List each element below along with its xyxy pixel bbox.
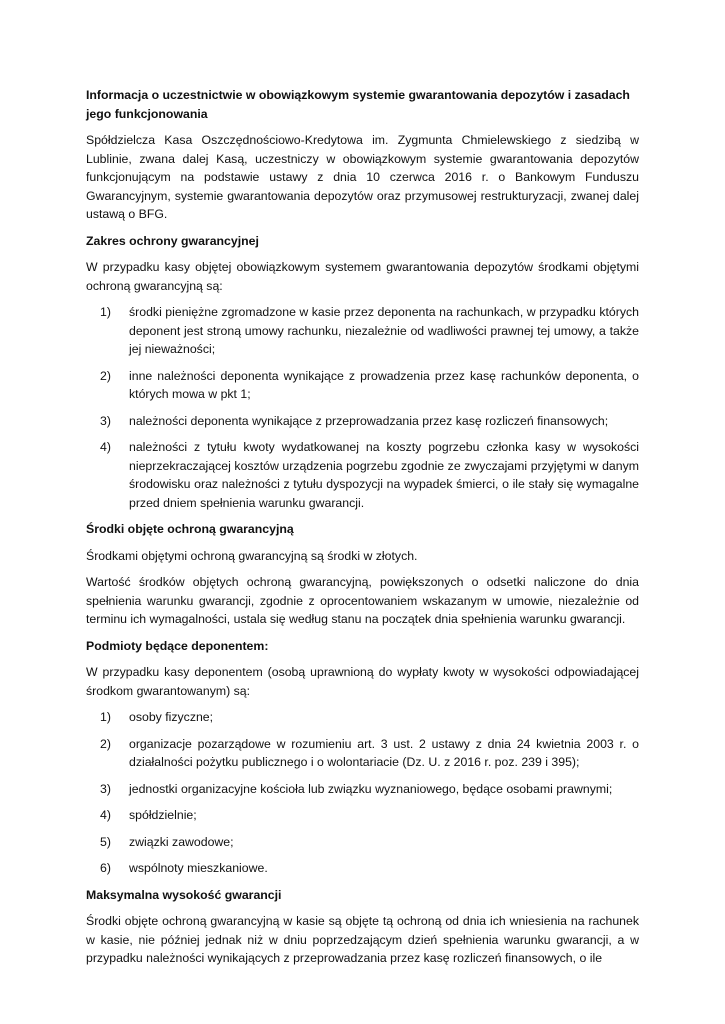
list-item	[86, 780, 639, 799]
list-item	[86, 735, 639, 772]
list-item-number: 5)	[100, 834, 111, 849]
list-item-number: 1)	[100, 305, 111, 319]
podmioty-lead: W przypadku kasy deponentem (osobą uprawnioną do wypłaty kwoty w wysokości odpowiadającej środkom gwarantowanym) są:	[86, 665, 639, 698]
list-item-number: 3)	[100, 413, 111, 428]
list-item	[86, 438, 639, 512]
document-title: Informacja o uczestnictwie w obowiązkowym systemie gwarantowania depozytów i zasadach jego funkcjonowania	[86, 88, 630, 121]
list-item-text: jednostki organizacyjne kościoła lub związku wyznaniowego, będące osobami prawnymi;	[129, 781, 613, 796]
srodki-paragraph-2: Wartość środków objętych ochroną gwarancyjną, powiększonych o odsetki naliczone do dnia spełnienia warunku gwarancji, zgodnie z oprocentowaniem wskazanym w umowie, niezależnie od terminu ich wymagalności, ustala się według stanu na początek dnia spełnienia warunku gwarancji.	[86, 575, 639, 626]
list-item-text: inne należności deponenta wynikające z prowadzenia przez kasę rachunków deponenta, o których mowa w pkt 1;	[129, 368, 639, 401]
list-item-number: 2)	[100, 368, 111, 383]
list-item-number: 4)	[100, 440, 111, 454]
list-item-text: należności z tytułu kwoty wydatkowanej na koszty pogrzebu członka kasy w wysokości nieprzekraczającej kosztów urządzenia pogrzebu zgodnie ze zwyczajami przyjętymi w danym środowisku oraz należności z tytułu dyspozycji na wypadek śmierci, o ile stały się wymagalne przed dniem spełnienia warunku gwarancji.	[129, 440, 639, 510]
list-item-text: należności deponenta wynikające z przeprowadzania przez kasę rozliczeń finansowych;	[129, 413, 609, 428]
section-heading-podmioty: Podmioty będące deponentem:	[86, 638, 269, 653]
intro-paragraph: Spółdzielcza Kasa Oszczędnościowo-Kredytowa im. Zygmunta Chmielewskiego z siedzibą w Lublinie, zwana dalej Kasą, uczestniczy w obowiązkowym systemie gwarantowania depozytów funkcjonującym na podstawie ustawy z dnia 10 czerwca 2016 r. o Bankowym Funduszu Gwarancyjnym, systemie gwarantowania depozytów oraz przymusowej restrukturyzacji, zwanej dalej ustawą o BFG.	[86, 133, 639, 221]
list-item	[86, 367, 639, 404]
section-heading-maks: Maksymalna wysokość gwarancji	[86, 887, 282, 902]
list-item-text: wspólnoty mieszkaniowe.	[129, 861, 268, 875]
list-item	[86, 412, 639, 431]
list-item-text: organizacje pozarządowe w rozumieniu art. 3 ust. 2 ustawy z dnia 24 kwietnia 2003 r. o działalności pożytku publicznego i o wolontariacie (Dz. U. z 2016 r. poz. 239 i 395);	[129, 736, 639, 769]
list-item-number: 1)	[100, 710, 111, 724]
list-item-number: 3)	[100, 781, 111, 796]
zakres-list	[86, 303, 639, 512]
list-item-text: spółdzielnie;	[129, 808, 197, 822]
list-item-text: związki zawodowe;	[129, 834, 234, 849]
podmioty-list	[86, 708, 639, 878]
list-item	[86, 303, 639, 359]
list-item-text: środki pieniężne zgromadzone w kasie przez deponenta na rachunkach, w przypadku których deponent jest stroną umowy rachunku, niezależnie od wadliwości prawnej tej umowy, a także jej nieważności;	[129, 305, 639, 356]
maks-paragraph-1: Środki objęte ochroną gwarancyjną w kasie są objęte tą ochroną od dnia ich wniesienia na rachunek w kasie, nie później jednak niż w dniu poprzedzającym dzień spełnienia warunku gwarancji, a w przypadku należności wynikających z przeprowadzania przez kasę rozliczeń finansowych, o ile	[86, 914, 639, 965]
list-item	[86, 708, 639, 727]
srodki-paragraph-1: Środkami objętymi ochroną gwarancyjną są środki w złotych.	[86, 548, 418, 563]
list-item-number: 4)	[100, 808, 111, 822]
list-item-number: 6)	[100, 861, 111, 875]
list-item	[86, 859, 639, 878]
list-item	[86, 806, 639, 825]
section-heading-zakres: Zakres ochrony gwarancyjnej	[86, 233, 259, 248]
section-heading-srodki: Środki objęte ochroną gwarancyjną	[86, 522, 294, 536]
list-item-number: 2)	[100, 736, 111, 751]
list-item	[86, 833, 639, 852]
list-item-text: osoby fizyczne;	[129, 710, 214, 724]
zakres-lead: W przypadku kasy objętej obowiązkowym systemem gwarantowania depozytów środkami objętymi ochroną gwarancyjną są:	[86, 260, 639, 293]
